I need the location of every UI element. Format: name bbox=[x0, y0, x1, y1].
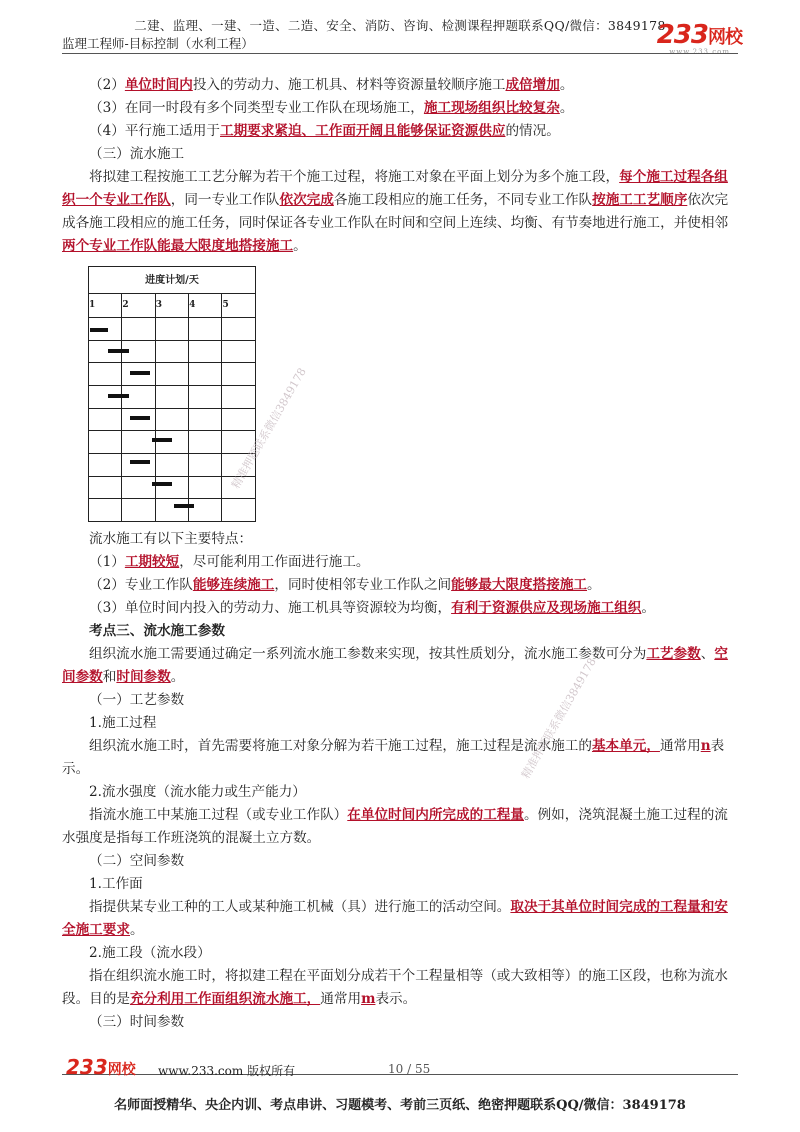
schedule-bar bbox=[174, 504, 194, 508]
subheading: 2.流水强度（流水能力或生产能力） bbox=[89, 784, 306, 800]
schedule-bar bbox=[152, 438, 172, 442]
chart-col-4: 4 bbox=[189, 294, 222, 318]
paragraph: 组织流水施工需要通过确定一系列流水施工参数来实现，按其性质划分，流水施工参数可分为工艺参数、空间参数和时间参数。 bbox=[62, 646, 728, 685]
paragraph: 流水施工有以下主要特点： bbox=[89, 531, 253, 547]
paragraph: 指提供某专业工种的工人或某种施工机械（具）进行施工的活动空间。取决于其单位时间完成的工程量和安全施工要求。 bbox=[62, 899, 728, 938]
chart-col-1: 1 bbox=[89, 294, 122, 318]
paragraph: 指在组织流水施工时，将拟建工程在平面划分成若干个工程量相等（或大致相等）的施工区段，也称为流水段。目的是充分利用工作面组织流水施工，通常用m表示。 bbox=[62, 968, 728, 1007]
header-divider bbox=[62, 53, 738, 54]
paragraph: （3）单位时间内投入的劳动力、施工机具等资源较为均衡，有利于资源供应及现场施工组织。 bbox=[89, 600, 655, 616]
schedule-bar bbox=[90, 328, 108, 332]
schedule-bar bbox=[108, 349, 129, 353]
footer-logo: 233网校 bbox=[66, 1055, 136, 1079]
paragraph: （3）在同一时段有多个同类型专业工作队在现场施工，施工现场组织比较复杂。 bbox=[89, 100, 574, 116]
footer-site: www.233.com 版权所有 bbox=[158, 1064, 296, 1078]
header-top-line: 二建、监理、一建、一造、二造、安全、消防、咨询、检测课程押题联系QQ/微信：3849178 bbox=[134, 18, 666, 33]
schedule-bar bbox=[152, 482, 172, 486]
paragraph: （2）专业工作队能够连续施工，同时使相邻专业工作队之间能够最大限度搭接施工。 bbox=[89, 577, 601, 593]
watermark: 精准押题联系微信3849178 bbox=[229, 365, 309, 491]
brand-logo: 233网校 bbox=[656, 20, 742, 50]
page-body bbox=[62, 74, 738, 1034]
section-heading: （三）时间参数 bbox=[89, 1014, 185, 1030]
paragraph: （4）平行施工适用于工期要求紧迫、工作面开阔且能够保证资源供应的情况。 bbox=[89, 123, 560, 139]
section-heading: （三）流水施工 bbox=[89, 146, 185, 162]
schedule-bar bbox=[130, 416, 150, 420]
paragraph: 将拟建工程按施工工艺分解为若干个施工过程，将施工对象在平面上划分为多个施工段，每个施工过程各组织一个专业工作队，同一专业工作队依次完成各施工段相应的施工任务，不同专业工作队按施工工艺顺序依次完成各施工段相应的施工任务，同时保证各专业工作队在时间和空间上连续、均衡、有节奏地进行施工，并使相邻两个专业工作队能最大限度地搭接施工。 bbox=[62, 169, 729, 254]
schedule-bar bbox=[130, 371, 150, 375]
brand-logo-url: www.233.com bbox=[669, 48, 730, 56]
paragraph: （2）单位时间内投入的劳动力、施工机具、材料等资源量较顺序施工成倍增加。 bbox=[89, 77, 574, 93]
header-subtitle: 监理工程师-目标控制（水利工程） bbox=[62, 36, 254, 51]
paragraph: 组织流水施工时，首先需要将施工对象分解为若干施工过程，施工过程是流水施工的基本单元，通常用n表示。 bbox=[62, 738, 725, 777]
chart-col-5: 5 bbox=[222, 294, 256, 318]
chart-col-3: 3 bbox=[155, 294, 188, 318]
subheading: 1.工作面 bbox=[89, 876, 143, 892]
chart-col-2: 2 bbox=[122, 294, 155, 318]
footer-promo: 名师面授精华、央企内训、考点串讲、习题模考、考前三页纸、绝密押题联系QQ/微信：3849178 bbox=[114, 1098, 686, 1113]
subheading: 2.施工段（流水段） bbox=[89, 945, 211, 961]
schedule-bar bbox=[108, 394, 129, 398]
chart-title: 进度计划/天 bbox=[89, 267, 256, 294]
section-heading: （二）空间参数 bbox=[89, 853, 185, 869]
paragraph: （1）工期较短，尽可能利用工作面进行施工。 bbox=[89, 554, 370, 570]
section-heading: （一）工艺参数 bbox=[89, 692, 185, 708]
watermark: 精准押题联系微信3849178 bbox=[519, 655, 599, 781]
section-heading: 考点三、流水施工参数 bbox=[89, 623, 225, 639]
page-number: 10 / 55 bbox=[388, 1062, 431, 1076]
subheading: 1.施工过程 bbox=[89, 715, 157, 731]
paragraph: 指流水施工中某施工过程（或专业工作队）在单位时间内所完成的工程量。例如，浇筑混凝土施工过程的流水强度是指每工作班浇筑的混凝土立方数。 bbox=[62, 807, 728, 846]
schedule-bar bbox=[130, 460, 150, 464]
